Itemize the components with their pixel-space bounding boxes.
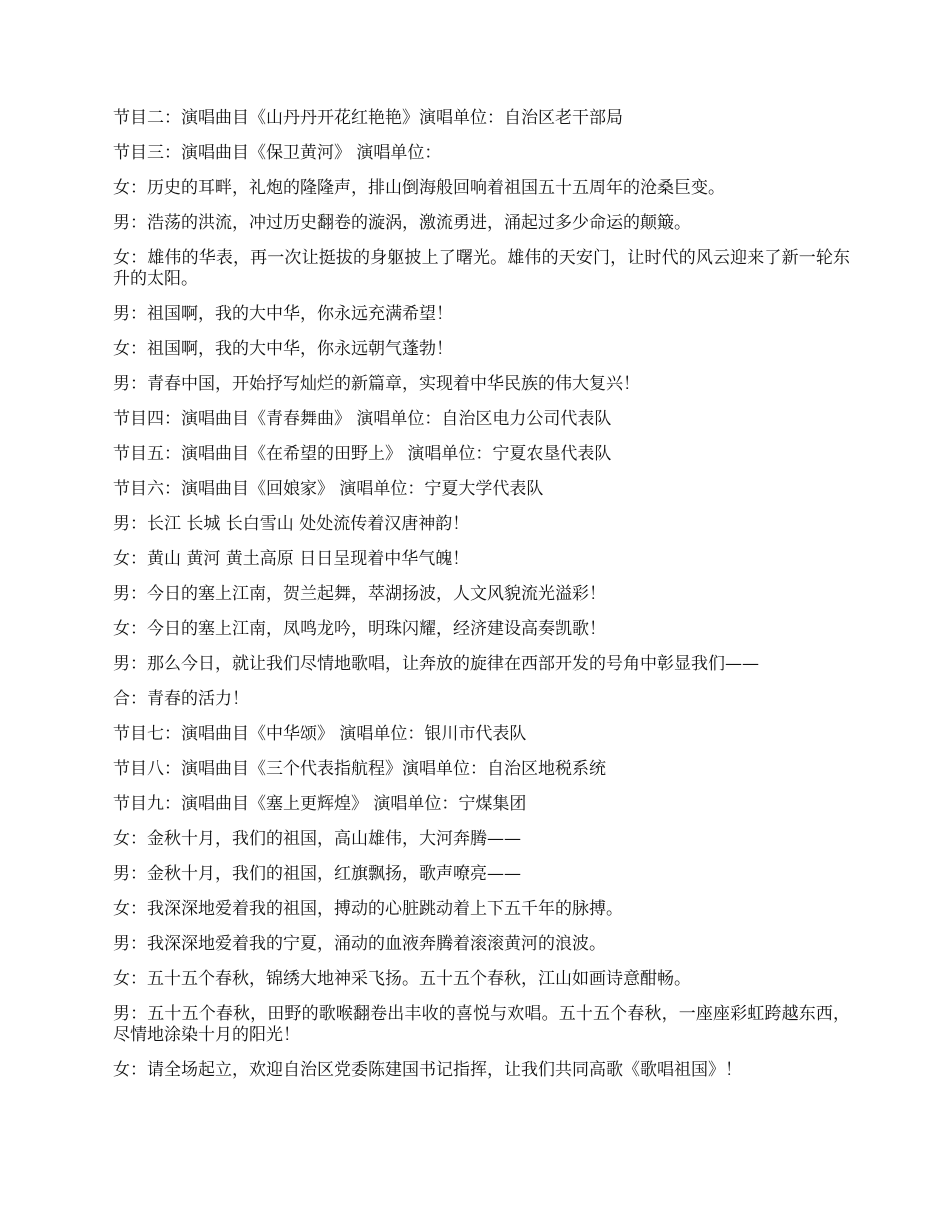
program-item-9: 节目九：演唱曲目《塞上更辉煌》 演唱单位：宁煤集团 <box>113 794 527 814</box>
script-line: 男：五十五个春秋，田野的歌喉翻卷出丰收的喜悦与欢唱。五十五个春秋，一座座彩虹跨越东西，尽情地涂染十月的阳光！ <box>113 1004 850 1045</box>
program-item-3: 节目三：演唱曲目《保卫黄河》 演唱单位： <box>113 143 442 163</box>
program-item-8: 节目八：演唱曲目《三个代表指航程》演唱单位：自治区地税系统 <box>113 759 606 779</box>
script-line: 男：长江 长城 长白雪山 处处流传着汉唐神韵！ <box>113 514 470 534</box>
script-line: 合：青春的活力！ <box>113 689 249 709</box>
program-item-5: 节目五：演唱曲目《在希望的田野上》 演唱单位：宁夏农垦代表队 <box>113 444 612 464</box>
script-line: 男：那么今日，就让我们尽情地歌唱，让奔放的旋律在西部开发的号角中彰显我们—— <box>113 654 759 674</box>
script-line: 女：请全场起立，欢迎自治区党委陈建国书记指挥，让我们共同高歌《歌唱祖国》！ <box>113 1060 742 1080</box>
script-line: 男：祖国啊，我的大中华，你永远充满希望！ <box>113 304 453 324</box>
script-line: 男：青春中国，开始抒写灿烂的新篇章，实现着中华民族的伟大复兴！ <box>113 374 640 394</box>
script-line: 女：黄山 黄河 黄土高原 日日呈现着中华气魄！ <box>113 549 470 569</box>
script-line: 女：雄伟的华表，再一次让挺拔的身躯披上了曙光。雄伟的天安门，让时代的风云迎来了新一轮东升的太阳。 <box>113 248 850 289</box>
script-line: 男：今日的塞上江南，贺兰起舞，萃湖扬波，人文风貌流光溢彩！ <box>113 584 606 604</box>
script-line: 男：金秋十月，我们的祖国，红旗飘扬，歌声嘹亮—— <box>113 864 521 884</box>
program-item-6: 节目六：演唱曲目《回娘家》 演唱单位：宁夏大学代表队 <box>113 479 544 499</box>
script-line: 女：历史的耳畔，礼炮的隆隆声，排山倒海般回响着祖国五十五周年的沧桑巨变。 <box>113 178 725 198</box>
script-line: 女：五十五个春秋，锦绣大地神采飞扬。五十五个春秋，江山如画诗意酣畅。 <box>113 969 691 989</box>
script-line: 女：祖国啊，我的大中华，你永远朝气蓬勃！ <box>113 339 453 359</box>
program-item-4: 节目四：演唱曲目《青春舞曲》 演唱单位：自治区电力公司代表队 <box>113 409 612 429</box>
program-item-7: 节目七：演唱曲目《中华颂》 演唱单位：银川市代表队 <box>113 724 527 744</box>
script-line: 女：今日的塞上江南，凤鸣龙吟，明珠闪耀，经济建设高奏凯歌！ <box>113 619 606 639</box>
script-line: 女：金秋十月，我们的祖国，高山雄伟，大河奔腾—— <box>113 829 521 849</box>
script-line: 女：我深深地爱着我的祖国，搏动的心脏跳动着上下五千年的脉搏。 <box>113 899 623 919</box>
script-line: 男：我深深地爱着我的宁夏，涌动的血液奔腾着滚滚黄河的浪波。 <box>113 934 606 954</box>
script-line: 男：浩荡的洪流，冲过历史翻卷的漩涡，激流勇进，涌起过多少命运的颠簸。 <box>113 213 691 233</box>
program-item-2: 节目二：演唱曲目《山丹丹开花红艳艳》演唱单位：自治区老干部局 <box>113 108 623 128</box>
